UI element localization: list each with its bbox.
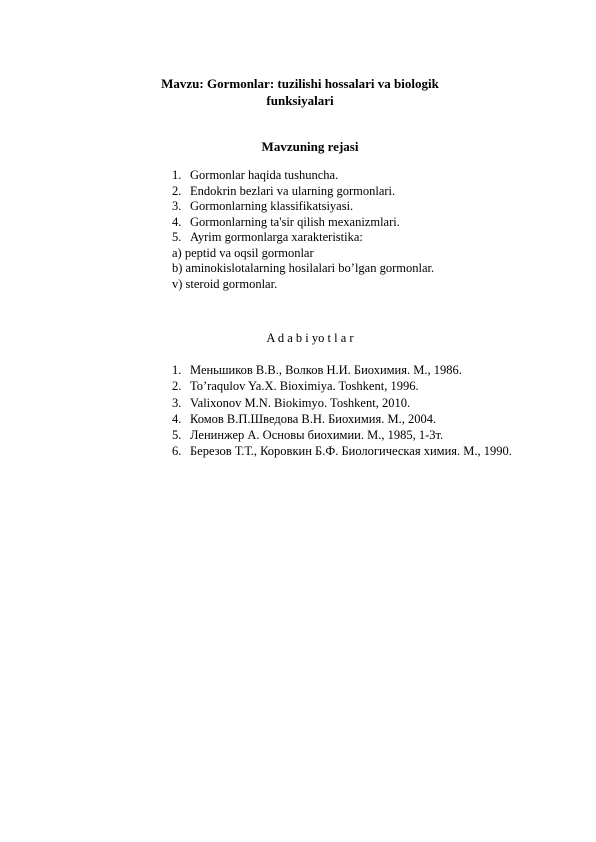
reference-number: 6.	[172, 444, 182, 459]
reference-item	[170, 378, 512, 394]
reference-number: 3.	[172, 395, 182, 410]
plan-item	[170, 199, 434, 215]
references-list	[170, 362, 512, 460]
reference-text: Valixonov M.N. Biokimyo. Toshkent, 2010.	[190, 395, 411, 410]
reference-text: To’raqulov Ya.X. Bioximiya. Toshkent, 1996.	[190, 379, 419, 394]
reference-number: 2.	[172, 379, 182, 394]
plan-item-text: Gormonlarning ta'sir qilish mexanizmlari.	[190, 214, 400, 229]
reference-item	[170, 395, 512, 411]
plan-item-number: 4.	[172, 214, 182, 229]
reference-item	[170, 411, 512, 427]
reference-text: Меньшиков В.В., Волков Н.И. Биохимия. М., 1986.	[190, 363, 462, 377]
reference-number: 4.	[172, 411, 182, 426]
plan-item-number: 1.	[172, 168, 182, 182]
reference-number: 5.	[172, 428, 182, 443]
plan-item	[170, 184, 434, 200]
plan-subitem: v) steroid gormonlar.	[172, 276, 278, 291]
reference-number: 1.	[172, 363, 182, 377]
plan-item-text: Gormonlar haqida tushuncha.	[190, 168, 339, 182]
plan-list	[170, 168, 434, 292]
plan-item-number: 2.	[172, 183, 182, 198]
references-heading: A d a b i yo t l a r	[266, 331, 354, 345]
plan-heading: Mavzuning rejasi	[261, 139, 359, 154]
reference-item	[170, 443, 512, 459]
reference-item	[170, 427, 512, 443]
reference-text: Ленинжер А. Основы биохимии. М., 1985, 1-3т.	[190, 428, 444, 443]
plan-item-number: 3.	[172, 199, 182, 213]
reference-text: Комов В.П.Шведова В.Н. Биохимия. М., 2004.	[190, 411, 437, 426]
plan-subitem: a) peptid va oqsil gormonlar	[172, 245, 314, 260]
title-line-1: Mavzu: Gormonlar: tuzilishi hossalari va biologik	[161, 76, 439, 91]
reference-text: Березов Т.Т., Коровкин Б.Ф. Биологическая химия. М., 1990.	[190, 444, 512, 459]
plan-item-number: 5.	[172, 230, 182, 244]
title-line-2: funksiyalari	[266, 93, 334, 108]
plan-item	[170, 230, 434, 246]
plan-item-text: Endokrin bezlari va ularning gormonlari.	[190, 183, 396, 198]
plan-item-text: Gormonlarning klassifikatsiyasi.	[190, 199, 354, 213]
plan-item	[170, 168, 434, 184]
plan-subitem: b) aminokislotalarning hosilalari bo’lgan gormonlar.	[172, 261, 435, 275]
reference-item	[170, 362, 512, 378]
plan-item-text: Ayrim gormonlarga xarakteristika:	[190, 230, 363, 244]
document-title	[130, 75, 470, 109]
plan-item	[170, 215, 434, 231]
